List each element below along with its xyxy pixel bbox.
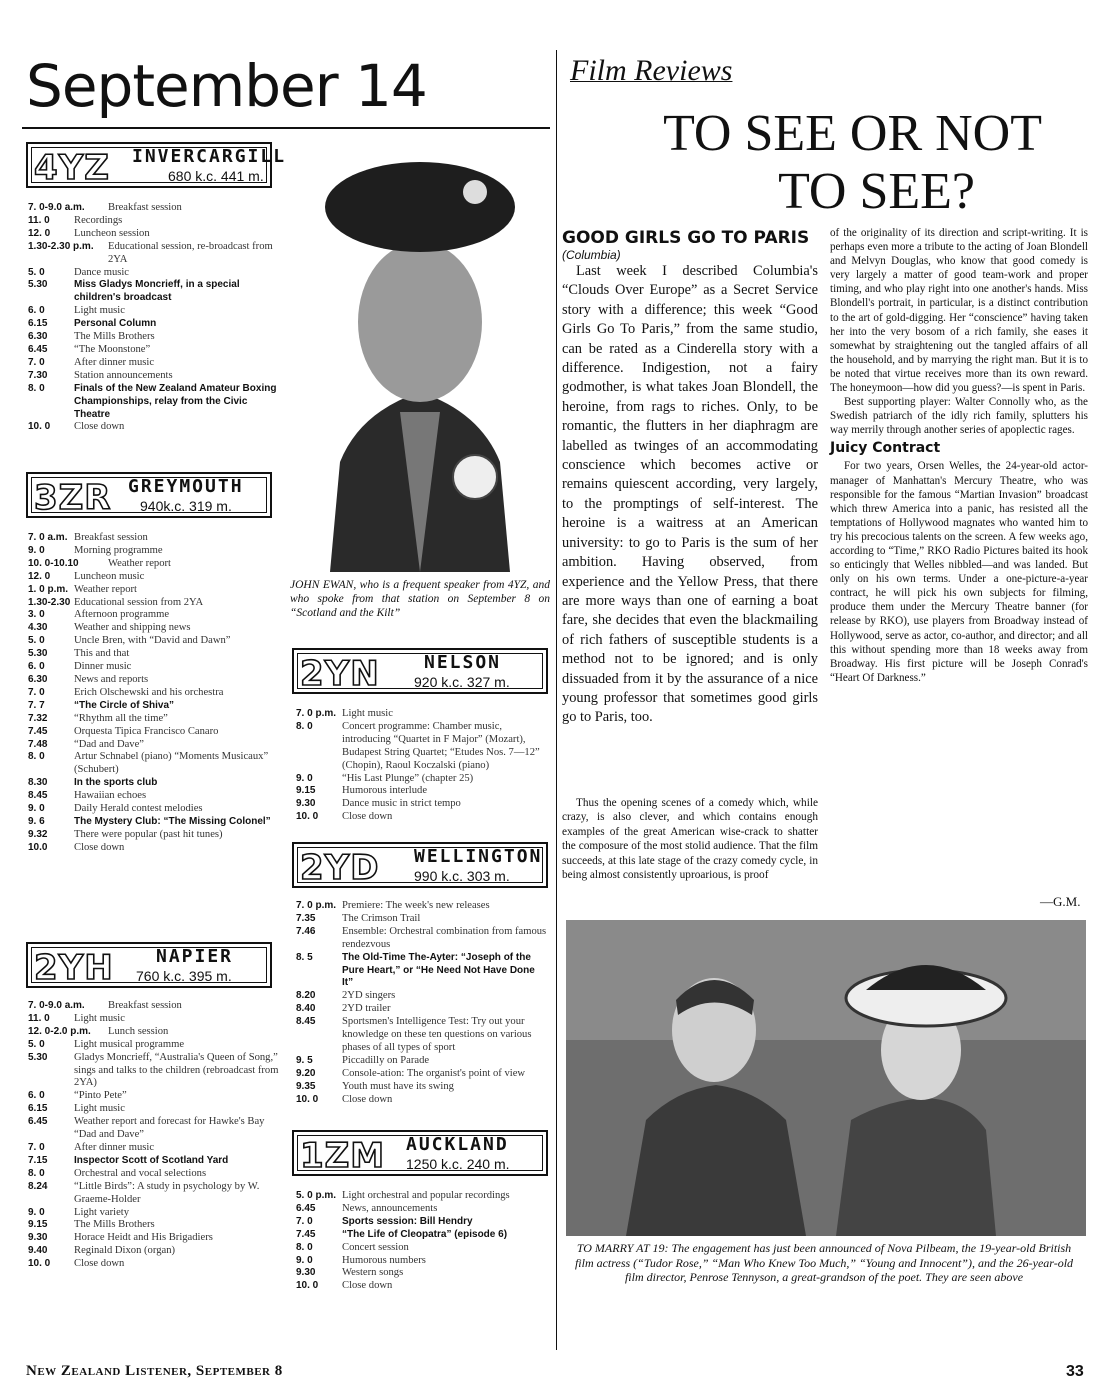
schedule-item: Concert session <box>342 1241 409 1253</box>
schedule-row <box>296 721 548 773</box>
schedule-row <box>28 1245 284 1258</box>
schedule-row <box>296 926 548 952</box>
schedule-time: 5. 0 <box>28 1038 45 1050</box>
schedule-row <box>28 1258 284 1271</box>
schedule-row <box>28 1000 284 1013</box>
schedule-time: 9.15 <box>296 785 316 797</box>
schedule-item: Light music <box>74 1012 125 1024</box>
schedule-time: 9.30 <box>296 798 316 810</box>
schedule-time: 9.30 <box>28 1232 48 1244</box>
schedule-item: Console-ation: The organist's point of view <box>342 1067 526 1079</box>
schedule-row <box>28 1219 284 1232</box>
schedule-item: Weather report <box>108 557 171 569</box>
schedule-row <box>296 900 548 913</box>
schedule-time: 7.32 <box>28 712 48 724</box>
schedule-row <box>28 215 284 228</box>
schedule-row <box>28 687 284 700</box>
schedule-item: In the sports club <box>74 777 158 789</box>
schedule-time: 8. 0 <box>28 1167 45 1179</box>
schedule-item: “Pinto Pete” <box>74 1090 127 1102</box>
callsign-4yz: 4YZ <box>34 148 110 188</box>
schedule-row <box>28 609 284 622</box>
portrait-caption: JOHN EWAN, who is a frequent speaker from 4YZ, and who spoke from that station on September 8 on “Scotland and the Kilt” <box>290 579 550 619</box>
schedule-row <box>28 1116 284 1142</box>
schedule-time: 8. 0 <box>28 751 45 763</box>
schedule-row <box>28 597 284 610</box>
city-1zm: AUCKLAND <box>406 1134 509 1155</box>
portrait-photo <box>290 132 550 572</box>
schedule-row <box>28 803 284 816</box>
schedule-time: 10. 0-10.10 <box>28 557 79 569</box>
schedule-time: 5. 0 <box>28 635 45 647</box>
schedule-4yz <box>28 202 284 434</box>
schedule-row <box>28 1052 284 1091</box>
city-3zr: GREYMOUTH <box>128 476 244 497</box>
schedule-time: 12. 0-2.0 p.m. <box>28 1025 91 1037</box>
schedule-item: “The Life of Cleopatra” (episode 6) <box>342 1228 508 1240</box>
schedule-item: Dance music <box>74 266 130 278</box>
schedule-row <box>296 1242 548 1255</box>
schedule-row <box>28 228 284 241</box>
schedule-item: Erich Olschewski and his orchestra <box>74 686 224 698</box>
schedule-item: Sportsmen's Intelligence Test: Try out your knowledge on these ten questions on various phases of all types of sport <box>342 1016 532 1053</box>
schedule-item: Afternoon programme <box>74 609 170 621</box>
schedule-item: Light musical programme <box>74 1038 185 1050</box>
schedule-row <box>296 798 548 811</box>
schedule-time: 7.48 <box>28 738 48 750</box>
schedule-row <box>28 816 284 829</box>
schedule-time: 10. 0 <box>28 421 51 433</box>
schedule-row <box>28 331 284 344</box>
schedule-time: 1.30-2.30 p.m. <box>28 240 94 252</box>
freq-2yh: 760 k.c. 395 m. <box>136 968 232 984</box>
schedule-row <box>28 558 284 571</box>
schedule-time: 9.35 <box>296 1080 316 1092</box>
schedule-time: 5.30 <box>28 648 48 660</box>
schedule-item: Premiere: The week's new releases <box>342 900 490 911</box>
schedule-time: 5.30 <box>28 1051 48 1063</box>
schedule-item: Dinner music <box>74 661 132 673</box>
schedule-row <box>28 1013 284 1026</box>
headline-line-2: TO SEE? <box>778 163 975 220</box>
review-col1-main <box>562 262 818 728</box>
schedule-row <box>28 532 284 545</box>
schedule-row <box>296 952 548 991</box>
schedule-time: 7.15 <box>28 1154 48 1166</box>
schedule-item: Humorous interlude <box>342 785 428 797</box>
city-2yh: NAPIER <box>156 946 234 967</box>
schedule-time: 6.45 <box>28 343 48 355</box>
schedule-row <box>28 622 284 635</box>
schedule-item: After dinner music <box>74 1141 155 1153</box>
schedule-row <box>296 785 548 798</box>
freq-4yz: 680 k.c. 441 m. <box>168 168 264 184</box>
schedule-row <box>28 739 284 752</box>
schedule-row <box>28 370 284 383</box>
schedule-time: 8.20 <box>296 990 316 1002</box>
schedule-item: Miss Gladys Moncrieff, in a special children's broadcast <box>74 279 240 304</box>
couple-photo-caption: TO MARRY AT 19: The engagement has just been announced of Nova Pilbeam, the 19-year-old British film actress (“Tudor Rose,” “Man Who Knew Too Much,” “Young and Innocent”), and the 26-year-old film director, Penrose Tennyson, a great-grandson of the poet. They are seen above <box>574 1241 1074 1284</box>
schedule-item: Daily Herald contest melodies <box>74 803 203 815</box>
schedule-time: 10. 0 <box>28 1258 51 1270</box>
schedule-time: 8.30 <box>28 777 48 789</box>
schedule-item: Orchestral and vocal selections <box>74 1167 207 1179</box>
schedule-row <box>28 648 284 661</box>
schedule-row <box>296 1003 548 1016</box>
column-divider <box>556 50 557 1350</box>
freq-2yn: 920 k.c. 327 m. <box>414 674 510 690</box>
callsign-2yh: 2YH <box>34 948 114 988</box>
schedule-item: Humorous numbers <box>342 1254 426 1266</box>
schedule-time: 9. 0 <box>28 803 45 815</box>
portrait-image <box>290 132 550 572</box>
schedule-item: The Mills Brothers <box>74 331 155 343</box>
schedule-item: Weather report and forecast for Hawke's Bay “Dad and Dave” <box>74 1116 265 1141</box>
schedule-time: 5.30 <box>28 279 48 291</box>
schedule-item: Breakfast session <box>74 532 148 543</box>
schedule-row <box>28 584 284 597</box>
schedule-item: Luncheon music <box>74 570 145 582</box>
schedule-item: Educational session from 2YA <box>74 596 204 608</box>
schedule-row <box>28 1181 284 1207</box>
schedule-item: News, announcements <box>342 1202 438 1214</box>
schedule-item: Luncheon session <box>74 227 150 239</box>
schedule-row <box>296 1081 548 1094</box>
schedule-row <box>28 545 284 558</box>
schedule-1zm <box>296 1190 548 1293</box>
schedule-item: “The Circle of Shiva” <box>74 699 175 711</box>
schedule-item: Sports session: Bill Hendry <box>342 1215 473 1227</box>
schedule-time: 7.45 <box>296 1228 316 1240</box>
schedule-row <box>28 305 284 318</box>
schedule-item: Ensemble: Orchestral combination from famous rendezvous <box>342 925 547 950</box>
schedule-time: 5. 0 <box>28 266 45 278</box>
schedule-item: Recordings <box>74 214 123 226</box>
schedule-time: 5. 0 p.m. <box>296 1190 337 1201</box>
schedule-time: 8. 0 <box>296 720 313 732</box>
schedule-time: 7. 7 <box>28 699 45 711</box>
review-title-good-girls: GOOD GIRLS GO TO PARIS <box>562 228 810 248</box>
schedule-item: 2YD trailer <box>342 1003 391 1015</box>
schedule-time: 7. 0 <box>28 686 45 698</box>
schedule-time: 7.30 <box>28 369 48 381</box>
review-headline <box>570 105 1110 221</box>
review-title-juicy-contract: Juicy Contract <box>830 440 941 457</box>
schedule-item: Station announcements <box>74 369 173 381</box>
schedule-row <box>296 990 548 1003</box>
couple-photo <box>566 920 1086 1236</box>
schedule-time: 8.45 <box>296 1016 316 1028</box>
schedule-time: 9. 0 <box>296 772 313 784</box>
schedule-row <box>28 1039 284 1052</box>
schedule-item: Dance music in strict tempo <box>342 798 461 810</box>
schedule-item: 2YD singers <box>342 990 396 1002</box>
schedule-item: “The Moonstone” <box>74 343 151 355</box>
schedule-row <box>296 1203 548 1216</box>
freq-2yd: 990 k.c. 303 m. <box>414 868 510 884</box>
schedule-time: 10. 0 <box>296 1280 319 1292</box>
schedule-item: Concert programme: Chamber music, introducing “Quartet in F Major” (Mozart), Budapest String Quartet; “Etudes Nos. 7—12” (Chopin), Raoul Koczalski (piano) <box>342 720 540 771</box>
schedule-row <box>296 708 548 721</box>
schedule-time: 6.15 <box>28 318 48 330</box>
schedule-time: 7. 0 <box>28 356 45 368</box>
schedule-item: Morning programme <box>74 544 163 556</box>
schedule-item: Western songs <box>342 1267 404 1279</box>
schedule-time: 7. 0 a.m. <box>28 532 68 543</box>
schedule-row <box>296 1229 548 1242</box>
station-header-2yn <box>292 648 548 694</box>
review-studio: (Columbia) <box>562 248 621 262</box>
schedule-row <box>296 1190 548 1203</box>
schedule-row <box>296 1267 548 1280</box>
couple-image <box>566 920 1086 1236</box>
schedule-time: 7. 0 <box>296 1215 313 1227</box>
schedule-row <box>296 773 548 786</box>
schedule-row <box>296 811 548 824</box>
schedule-item: “Little Birds”: A study in psychology by W. Graeme-Holder <box>74 1180 260 1205</box>
schedule-item: Artur Schnabel (piano) “Moments Musicaux” (Schubert) <box>74 751 269 776</box>
title-rule <box>22 127 550 129</box>
schedule-row <box>28 1103 284 1116</box>
schedule-row <box>28 267 284 280</box>
schedule-row <box>28 635 284 648</box>
schedule-time: 7. 0 p.m. <box>296 900 337 911</box>
schedule-time: 12. 0 <box>28 570 51 582</box>
callsign-3zr: 3ZR <box>34 478 112 518</box>
schedule-row <box>28 279 284 305</box>
schedule-time: 9. 6 <box>28 815 45 827</box>
schedule-3zr <box>28 532 284 855</box>
schedule-time: 7.35 <box>296 912 316 924</box>
schedule-item: Close down <box>342 1280 393 1292</box>
schedule-item: This and that <box>74 648 130 660</box>
schedule-item: Educational session, re-broadcast from 2YA <box>108 240 273 265</box>
schedule-time: 9. 5 <box>296 1054 313 1066</box>
schedule-row <box>296 1255 548 1268</box>
schedule-row <box>28 421 284 434</box>
schedule-row <box>28 700 284 713</box>
schedule-item: “Dad and Dave” <box>74 738 144 750</box>
schedule-time: 9. 0 <box>28 544 45 556</box>
schedule-item: News and reports <box>74 673 149 685</box>
callsign-1zm: 1ZM <box>300 1136 386 1176</box>
review-paragraph: For two years, Orsen Welles, the 24-year-old actor-manager of Manhattan's Mercury Theatre, who was responsible for the famous “Martian Invasion” broadcast which threw America into a panic, has resisted all the temptations of Hollywood magnates who wanted him to try his precocious talents on the screen. A few weeks ago, according to “Time,” RKO Radio Pictures baited its hook so enticingly that Welles nibbled—and was landed. But only on his own terms. Under a one-picture-a-year contract, he will pick his own subjects for filming, produce them under the Mercury Theatre banner (for release by RKO), use players from Broadway instead of Hollywood, serve as actor, co-author, and director; and all this without spending more than 18 weeks away from Broadway. His first picture will be Joseph Conrad's “Heart Of Darkness.” <box>830 460 1088 684</box>
schedule-row <box>28 726 284 739</box>
schedule-row <box>28 1142 284 1155</box>
review-paragraph: Thus the opening scenes of a comedy which, while crazy, is also clever, and which contains enough examples of the great American wise-crack to shatter the composure of the most stolid audience. That the film succeeds, at this late stage of the crazy comedy cycle, in being almost consistently uproarious, is proof <box>562 797 818 882</box>
schedule-time: 7. 0 <box>28 1141 45 1153</box>
schedule-time: 9.32 <box>28 828 48 840</box>
schedule-row <box>28 571 284 584</box>
review-paragraph: Last week I described Columbia's “Clouds Over Europe” as a Secret Service story with a difference; this week “Good Girls Go To Paris,” from the same studio, can be rated as a Cinderella story with a difference. Indigestion, not a fairy godmother, is what takes Joan Blondell, the heroine, from rags to riches. Only, to be romantic, the flutters in her diaphragm are labelled as twinges of an accommodating conscience which becomes active or remains quiescent according, very largely, to the promptings of self-interest. The heroine is a waitress at an American university: to go to Paris is the sum of her ambition. Having observed, from experience and the Yellow Press, that there are more ways than one of earning a boat fare, she decides that even the blackmailing of rich fathers of susceptible students is a method not to be ignored; and is only dissuaded from it by the assurance of a nice young professor that sometimes good girls go to Paris, too. <box>562 263 818 726</box>
schedule-time: 6.15 <box>28 1103 48 1115</box>
schedule-time: 4.30 <box>28 622 48 634</box>
schedule-time: 6.30 <box>28 331 48 343</box>
schedule-time: 8.40 <box>296 1003 316 1015</box>
schedule-2yd <box>296 900 548 1107</box>
schedule-time: 8. 0 <box>28 382 45 394</box>
schedule-item: Weather and shipping news <box>74 622 191 634</box>
schedule-item: The Old-Time The-Ayter: “Joseph of the Pure Heart,” or “He Need Not Have Done It” <box>342 951 535 989</box>
schedule-time: 7. 0 p.m. <box>296 708 337 719</box>
schedule-item: Youth must have its swing <box>342 1080 454 1092</box>
schedule-time: 8.45 <box>28 790 48 802</box>
footer-page-number: 33 <box>1066 1363 1084 1380</box>
schedule-item: Piccadilly on Parade <box>342 1054 430 1066</box>
schedule-row <box>28 344 284 357</box>
station-header-2yd <box>292 842 548 888</box>
schedule-row <box>28 1090 284 1103</box>
schedule-2yn <box>296 708 548 824</box>
schedule-time: 10. 0 <box>296 1093 319 1105</box>
schedule-row <box>28 1207 284 1220</box>
schedule-time: 11. 0 <box>28 1012 50 1024</box>
schedule-time: 11. 0 <box>28 214 50 226</box>
schedule-item: The Mystery Club: “The Missing Colonel” <box>74 815 271 827</box>
schedule-item: Reginald Dixon (organ) <box>74 1245 176 1257</box>
schedule-row <box>28 202 284 215</box>
schedule-time: 9.15 <box>28 1219 48 1231</box>
schedule-item: “Rhythm all the time” <box>74 712 168 724</box>
schedule-time: 6. 0 <box>28 1090 45 1102</box>
page-date-title: September 14 <box>26 52 427 120</box>
schedule-item: After dinner music <box>74 356 155 368</box>
schedule-time: 6.45 <box>296 1202 316 1214</box>
schedule-item: Breakfast session <box>108 1000 182 1011</box>
schedule-time: 7. 0-9.0 a.m. <box>28 202 85 213</box>
schedule-row <box>28 1026 284 1039</box>
schedule-row <box>28 1155 284 1168</box>
schedule-item: Light variety <box>74 1206 130 1218</box>
schedule-item: Personal Column <box>74 318 157 330</box>
schedule-row <box>28 318 284 331</box>
schedule-row <box>296 1055 548 1068</box>
schedule-item: Finals of the New Zealand Amateur Boxing Championships, relay from the Civic Theatre <box>74 382 277 420</box>
city-4yz: INVERCARGILL <box>132 146 287 167</box>
schedule-item: Light orchestral and popular recordings <box>342 1190 510 1201</box>
schedule-time: 3. 0 <box>28 609 45 621</box>
schedule-item: Lunch session <box>108 1025 169 1037</box>
station-header-1zm <box>292 1130 548 1176</box>
schedule-item: There were popular (past hit tunes) <box>74 828 223 840</box>
schedule-time: 6.45 <box>28 1116 48 1128</box>
schedule-row <box>28 751 284 777</box>
schedule-row <box>28 790 284 803</box>
review-paragraph: Best supporting player: Walter Connolly who, as the Swedish patriarch of the idly rich family, splutters his way merrily through another series of apoplectic rages. <box>830 396 1088 437</box>
schedule-item: Breakfast session <box>108 202 182 213</box>
schedule-time: 7.46 <box>296 925 316 937</box>
schedule-item: Inspector Scott of Scotland Yard <box>74 1154 229 1166</box>
schedule-time: 1. 0 p.m. <box>28 583 69 595</box>
footer-publication: New Zealand Listener, September 8 <box>26 1363 283 1379</box>
schedule-row <box>296 1094 548 1107</box>
schedule-item: “His Last Plunge” (chapter 25) <box>342 772 474 784</box>
schedule-row <box>296 1280 548 1293</box>
freq-3zr: 940k.c. 319 m. <box>140 498 232 514</box>
schedule-item: Gladys Moncrieff, “Australia's Queen of Song,” sings and talks to the children (rebroadcast from 2YA) <box>74 1051 279 1089</box>
schedule-item: Orquesta Tipica Francisco Canaro <box>74 725 219 737</box>
schedule-time: 9.20 <box>296 1067 316 1079</box>
schedule-row <box>28 1168 284 1181</box>
schedule-row <box>28 661 284 674</box>
station-header-3zr <box>26 472 272 518</box>
review-signature: —G.M. <box>1040 894 1081 909</box>
schedule-item: Close down <box>74 1258 125 1270</box>
schedule-row <box>28 674 284 687</box>
city-2yn: NELSON <box>424 652 502 673</box>
schedule-time: 6. 0 <box>28 305 45 317</box>
review-col1-continued <box>562 796 818 882</box>
review-col2 <box>830 226 1088 685</box>
schedule-row <box>296 1068 548 1081</box>
schedule-row <box>28 357 284 370</box>
schedule-time: 10.0 <box>28 841 48 853</box>
schedule-time: 9.30 <box>296 1267 316 1279</box>
schedule-time: 7. 0-9.0 a.m. <box>28 1000 85 1011</box>
schedule-item: Close down <box>342 811 393 823</box>
schedule-item: Weather report <box>74 583 137 595</box>
schedule-row <box>28 1232 284 1245</box>
schedule-row <box>28 842 284 855</box>
schedule-row <box>28 829 284 842</box>
schedule-2yh <box>28 1000 284 1271</box>
schedule-time: 9. 0 <box>296 1254 313 1266</box>
schedule-item: The Crimson Trail <box>342 912 421 924</box>
freq-1zm: 1250 k.c. 240 m. <box>406 1156 510 1172</box>
schedule-time: 10. 0 <box>296 811 319 823</box>
schedule-row <box>28 713 284 726</box>
review-paragraph: of the originality of its direction and script-writing. It is perhaps even more a tribute to the acting of Joan Blondell and Melvyn Douglas, who know that good comedy is very largely a matter of good team-work and proper timing, and who play right into one another's hands. Miss Blondell's portrait, in particular, is a distinct contribution to the art of gold-digging. Her “conscience” having taken her into the very bosom of a rich family, she eases it somewhat by straightening out the tangled affairs of all the household, and by marrying the right man. But it is to be noted that virtue receives more than its own reward. The honeymoon—how did you guess?—is spent in Paris. <box>830 227 1088 395</box>
schedule-time: 7.45 <box>28 725 48 737</box>
schedule-time: 1.30-2.30 <box>28 596 71 608</box>
station-header-4yz <box>26 142 287 188</box>
schedule-item: Close down <box>74 421 125 433</box>
station-header-2yh <box>26 942 272 988</box>
schedule-item: Close down <box>74 841 125 853</box>
callsign-2yd: 2YD <box>300 848 380 888</box>
callsign-2yn: 2YN <box>300 654 380 694</box>
schedule-time: 9. 0 <box>28 1206 45 1218</box>
schedule-item: Hawaiian echoes <box>74 790 147 802</box>
schedule-row <box>296 913 548 926</box>
schedule-time: 9.40 <box>28 1245 48 1257</box>
schedule-item: The Mills Brothers <box>74 1219 155 1231</box>
schedule-item: Light music <box>342 708 393 719</box>
schedule-row <box>28 241 284 267</box>
schedule-item: Close down <box>342 1093 393 1105</box>
city-2yd: WELLINGTON <box>414 846 543 867</box>
schedule-time: 8.24 <box>28 1180 48 1192</box>
schedule-row <box>296 1016 548 1055</box>
schedule-item: Uncle Bren, with “David and Dawn” <box>74 635 231 647</box>
schedule-time: 8. 5 <box>296 951 313 963</box>
schedule-item: Light music <box>74 1103 125 1115</box>
schedule-row <box>28 383 284 422</box>
schedule-item: Horace Heidt and His Brigadiers <box>74 1232 213 1244</box>
schedule-time: 8. 0 <box>296 1241 313 1253</box>
section-film-reviews: Film Reviews <box>570 54 733 87</box>
schedule-row <box>296 1216 548 1229</box>
schedule-time: 6. 0 <box>28 661 45 673</box>
schedule-row <box>28 777 284 790</box>
schedule-item: Light music <box>74 305 125 317</box>
headline-line-1: TO SEE OR NOT <box>663 105 1042 162</box>
schedule-time: 6.30 <box>28 673 48 685</box>
schedule-time: 12. 0 <box>28 227 51 239</box>
